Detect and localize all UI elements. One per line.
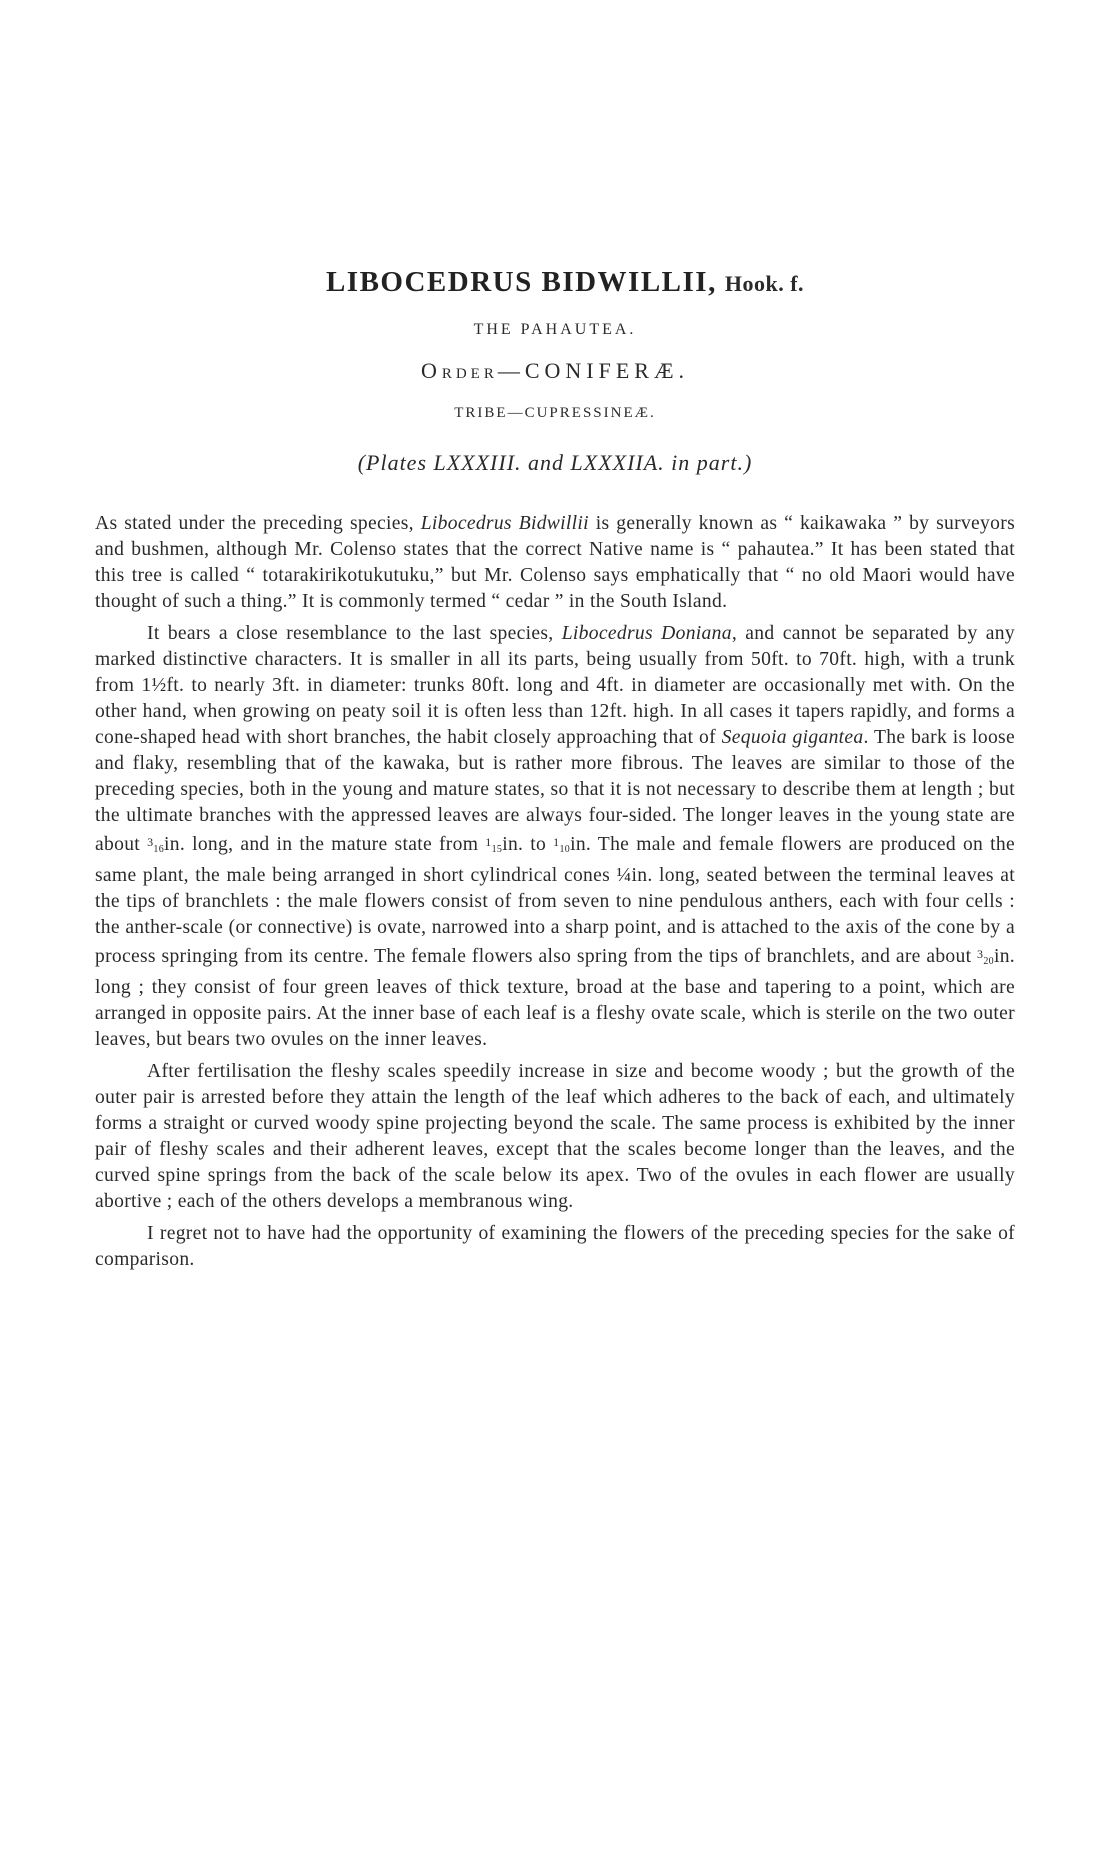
fraction-numerator: 3 bbox=[147, 835, 154, 849]
text-run: As stated under the preceding species, bbox=[95, 513, 421, 534]
fraction-denominator: 10 bbox=[559, 844, 571, 855]
species-authority: Hook. f. bbox=[724, 271, 805, 296]
text-run: , and cannot be separated by any marked distinctive characters. It is smaller in all its parts, being usually from 50ft. to 70ft. high, with a trunk from 1½ft. to nearly 3ft. in diameter: trunks 80ft. long and 4ft. in diameter are occasionally met with. On the other hand, when growing on peaty soil it is often less than 12ft. high. In all cases it tapers rapidly, and forms a cone-shaped head with short branches, the habit closely approaching that of bbox=[95, 623, 1015, 748]
text-run: . The bark is loose and flaky, resembling that of the kawaka, but is rather more fibrous. The leaves are similar to those of the preceding species, both in the young and mature states, so that it is not necessary to describe them at length ; but the ultimate branches with the appressed leaves are always four-sided. The longer leaves in the young state are about bbox=[95, 727, 1015, 855]
text-run: is generally known as “ kaikawaka ” by surveyors and bushmen, although Mr. Colenso states that the correct Native name is “ pahautea.” It has been stated that this tree is called “ totarakirikotukutuku,” but Mr. Colenso says emphatically that “ no old Maori would have thought of such a thing.” It is commonly termed “ cedar ” in the South Island. bbox=[95, 513, 1016, 612]
page bbox=[95, 262, 1015, 1279]
text-run: in. to bbox=[502, 834, 554, 855]
paragraph-2 bbox=[95, 621, 1015, 1053]
order-dash: — bbox=[497, 358, 525, 383]
text-run: in. The male and female flowers are produced on the same plant, the male being arranged in short cylindrical cones ¼in. long, seated between the terminal leaves at the tips of branchlets : the male flowers consist of from seven to nine pendulous anthers, each with four cells : the anther-scale (or connective) is ovate, narrowed into a sharp point, and is attached to the axis of the cone by a process springing from its centre. The female flowers also spring from the tips of branchlets, and are about bbox=[95, 834, 1016, 967]
order-heading bbox=[95, 358, 1015, 387]
species-title bbox=[95, 262, 1015, 298]
text-run: It bears a close resemblance to the last species, bbox=[147, 623, 562, 644]
paragraph-3: After fertilisation the fleshy scales speedily increase in size and become woody ; but the growth of the outer pair is arrested before they attain the length of the leaf which adheres to the back of each, and ultimately forms a straight or curved woody spine projecting beyond the scale. The same process is exhibited by the inner pair of fleshy scales and their adherent leaves, except that the scales become longer than the leaves, and the curved spine springs from the back of the scale below its apex. Two of the ovules in each flower are usually abortive ; each of the others develops a membranous wing. bbox=[95, 1061, 1015, 1212]
species-italic: Sequoia gigantea bbox=[721, 727, 864, 748]
plates-reference: (Plates LXXXIII. and LXXXIIA. in part.) bbox=[357, 450, 753, 475]
fraction-numerator: 3 bbox=[977, 947, 984, 961]
text-run: in. long, and in the mature state from bbox=[164, 834, 486, 855]
paragraph-4: I regret not to have had the opportunity of examining the flowers of the preceding species for the sake of comparison. bbox=[95, 1223, 1015, 1270]
common-name: THE PAHAUTEA. bbox=[473, 321, 637, 338]
order-prefix-initial: O bbox=[420, 358, 442, 383]
tribe-heading: TRIBE—CUPRESSINEÆ. bbox=[454, 405, 656, 421]
species-italic: Libocedrus Bidwillii bbox=[420, 513, 589, 534]
fraction-denominator: 15 bbox=[491, 844, 503, 855]
fraction-numerator: 1 bbox=[553, 835, 560, 849]
order-prefix-rest: RDER bbox=[441, 366, 498, 382]
text-run: in. long ; they consist of four green leaves of thick texture, broad at the base and tapering to a point, which are arranged in opposite pairs. At the inner base of each leaf is a fleshy ovate scale, which is sterile on the two outer leaves, but bears two ovules on the inner leaves. bbox=[95, 946, 1015, 1050]
fraction-numerator: 1 bbox=[485, 835, 492, 849]
fraction-denominator: 20 bbox=[983, 956, 994, 967]
species-italic: Libocedrus Doniana bbox=[561, 623, 732, 644]
species-name: LIBOCEDRUS BIDWILLII, bbox=[325, 266, 717, 298]
order-name: CONIFERÆ. bbox=[524, 358, 690, 383]
fraction-denominator: 16 bbox=[153, 844, 164, 855]
paragraph-1 bbox=[95, 511, 1015, 615]
body-text bbox=[95, 511, 1015, 1273]
